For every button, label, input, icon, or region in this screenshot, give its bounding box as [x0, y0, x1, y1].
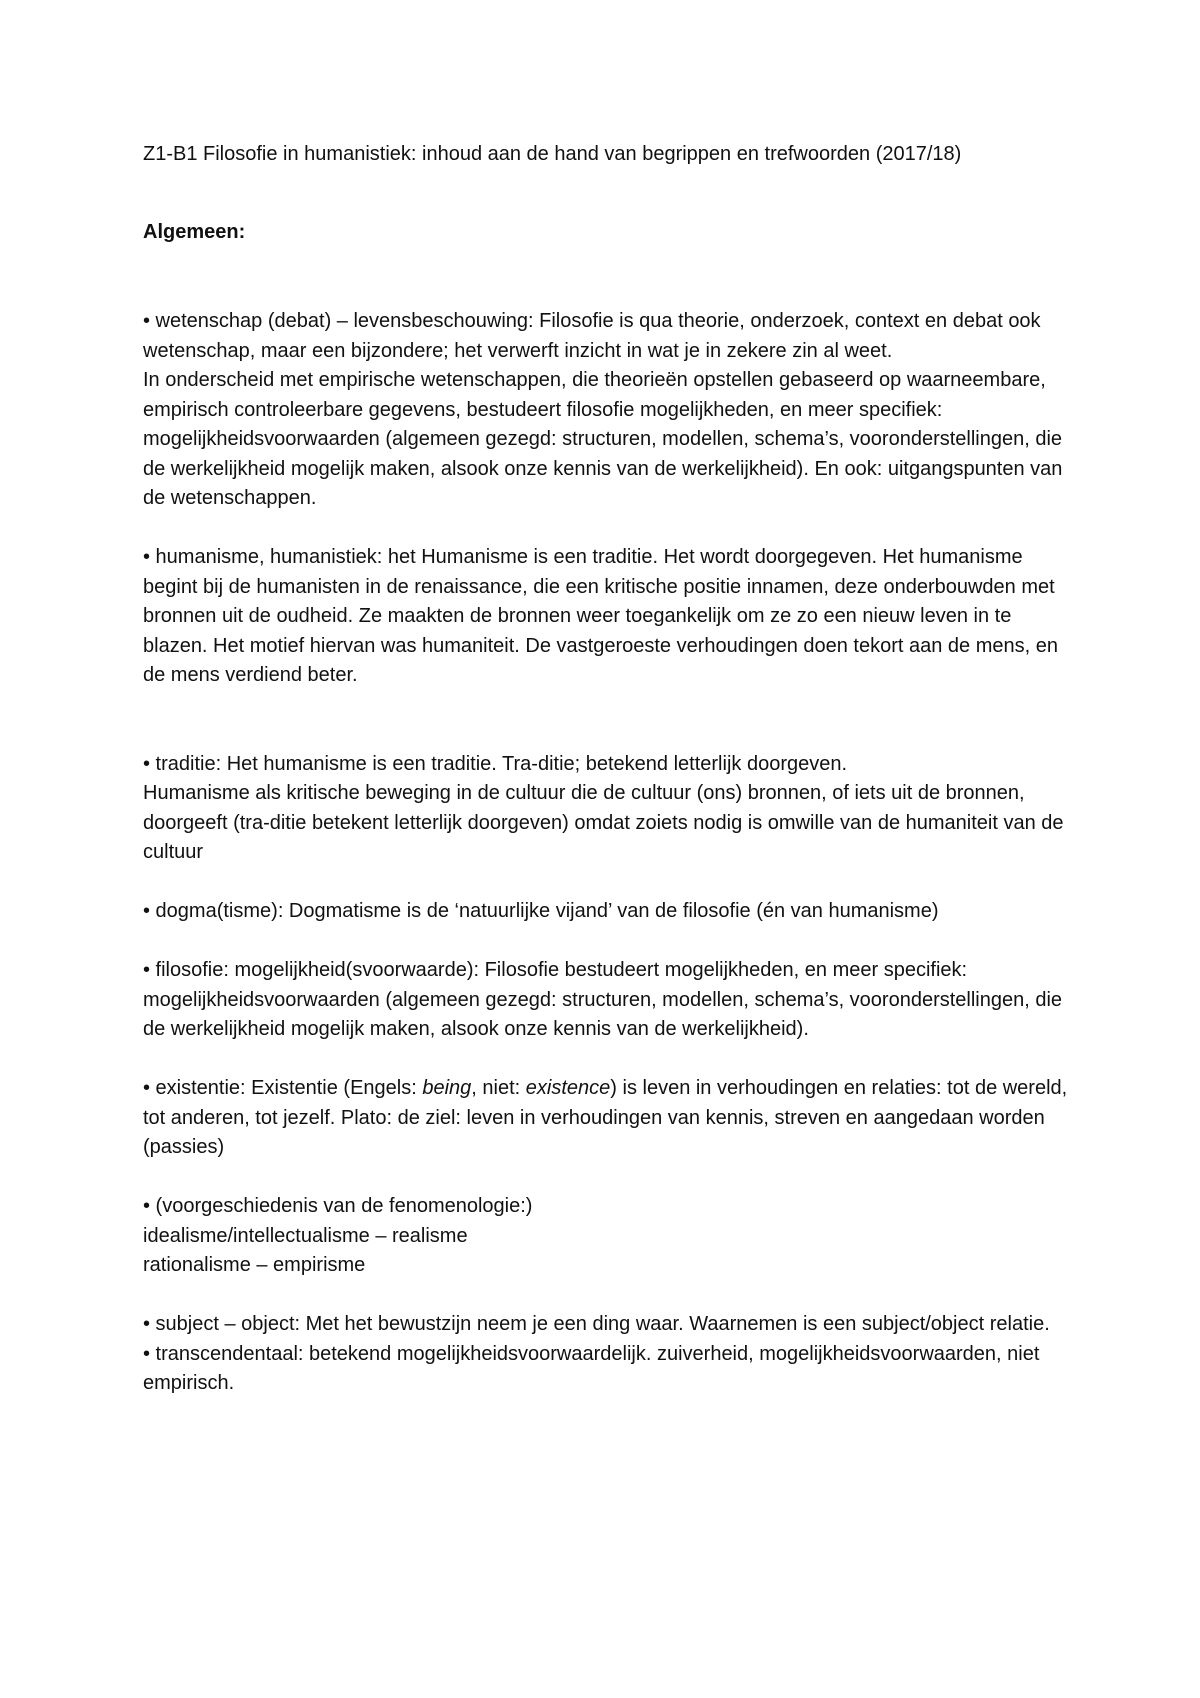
- document-title: Z1-B1 Filosofie in humanistiek: inhoud aan de hand van begrippen en trefwoorden (2017/18): [143, 143, 962, 165]
- spacer: [143, 247, 1078, 307]
- existentie-tail: ) is leven in verhoudingen en relaties: tot de wereld, tot anderen, tot jezelf. Plato: de ziel: leven in verhoudingen van kennis, streven en aangedaan worden (passies): [143, 1077, 1068, 1158]
- existentie-being: being: [422, 1077, 472, 1099]
- section-heading: Algemeen:: [143, 220, 246, 243]
- entry-wetenschap: • wetenschap (debat) – levensbeschouwing: Filosofie is qua theorie, onderzoek, context en debat ook wetenschap, maar een bijzondere; het verwerft inzicht in wat je in zekere zin al weet.: [143, 310, 1041, 362]
- spacer: [143, 1281, 1078, 1311]
- entry-voorgeschiedenis-line2: idealisme/intellectualisme – realisme: [143, 1224, 468, 1247]
- spacer: [143, 1045, 1078, 1075]
- entry-wetenschap-continued: In onderscheid met empirische wetenschappen, die theorieën opstellen gebaseerd op waarneembare, empirisch controleerbare gegevens, bestudeert filosofie mogelijkheden, en meer specifiek: mogelijkheidsvoorwaarden (algemeen gezegd: structuren, modellen, schema’s, vooronderstellingen, die de werkelijkheid mogelijk maken, alsook onze kennis van de werkelijkheid). En ook: uitgangspunten van de wetenschappen.: [143, 369, 1063, 509]
- existentie-existence: existence: [525, 1077, 611, 1099]
- entry-existentie: [143, 1074, 1078, 1163]
- entry-humanisme: • humanisme, humanistiek: het Humanisme is een traditie. Het wordt doorgegeven. Het humanisme begint bij de humanisten in de renaissance, die een kritische positie innamen, deze onderbouwden met bronnen uit de oudheid. Ze maakten de bronnen weer toegankelijk om ze zo een nieuw leven in te blazen. Het motief hiervan was humaniteit. De vastgeroeste verhoudingen doen tekort aan de mens, en de mens verdiend beter.: [143, 546, 1058, 686]
- spacer: [143, 868, 1078, 898]
- entry-subject-object: • subject – object: Met het bewustzijn neem je een ding waar. Waarnemen is een subject/object relatie.: [143, 1313, 1050, 1335]
- spacer: [143, 514, 1078, 544]
- entry-voorgeschiedenis-line3: rationalisme – empirisme: [143, 1254, 366, 1276]
- spacer: [143, 1163, 1078, 1193]
- document-page: [143, 140, 1078, 1399]
- existentie-lead: • existentie: Existentie (Engels:: [143, 1077, 423, 1099]
- existentie-mid: , niet:: [471, 1077, 526, 1099]
- entry-transcendentaal: • transcendentaal: betekend mogelijkheidsvoorwaardelijk. zuiverheid, mogelijkheidsvoorwaarden, niet empirisch.: [143, 1342, 1040, 1394]
- entry-traditie: • traditie: Het humanisme is een traditie. Tra-ditie; betekend letterlijk doorgeven.: [143, 752, 848, 775]
- entry-traditie-continued: Humanisme als kritische beweging in de cultuur die de cultuur (ons) bronnen, of iets uit de bronnen, doorgeeft (tra-ditie betekent letterlijk doorgeven) omdat zoiets nodig is omwille van de humaniteit van de cultuur: [143, 782, 1064, 863]
- entry-dogma: • dogma(tisme): Dogmatisme is de ‘natuurlijke vijand’ van de filosofie (én van humanisme): [143, 900, 939, 922]
- entry-voorgeschiedenis: • (voorgeschiedenis van de fenomenologie:): [143, 1195, 533, 1217]
- spacer: [143, 691, 1078, 750]
- spacer: [143, 927, 1078, 957]
- entry-filosofie: • filosofie: mogelijkheid(svoorwaarde): Filosofie bestudeert mogelijkheden, en meer specifiek: mogelijkheidsvoorwaarden (algemeen gezegd: structuren, modellen, schema’s, vooronderstellingen, die de werkelijkheid mogelijk maken, alsook onze kennis van de werkelijkheid).: [143, 959, 1063, 1040]
